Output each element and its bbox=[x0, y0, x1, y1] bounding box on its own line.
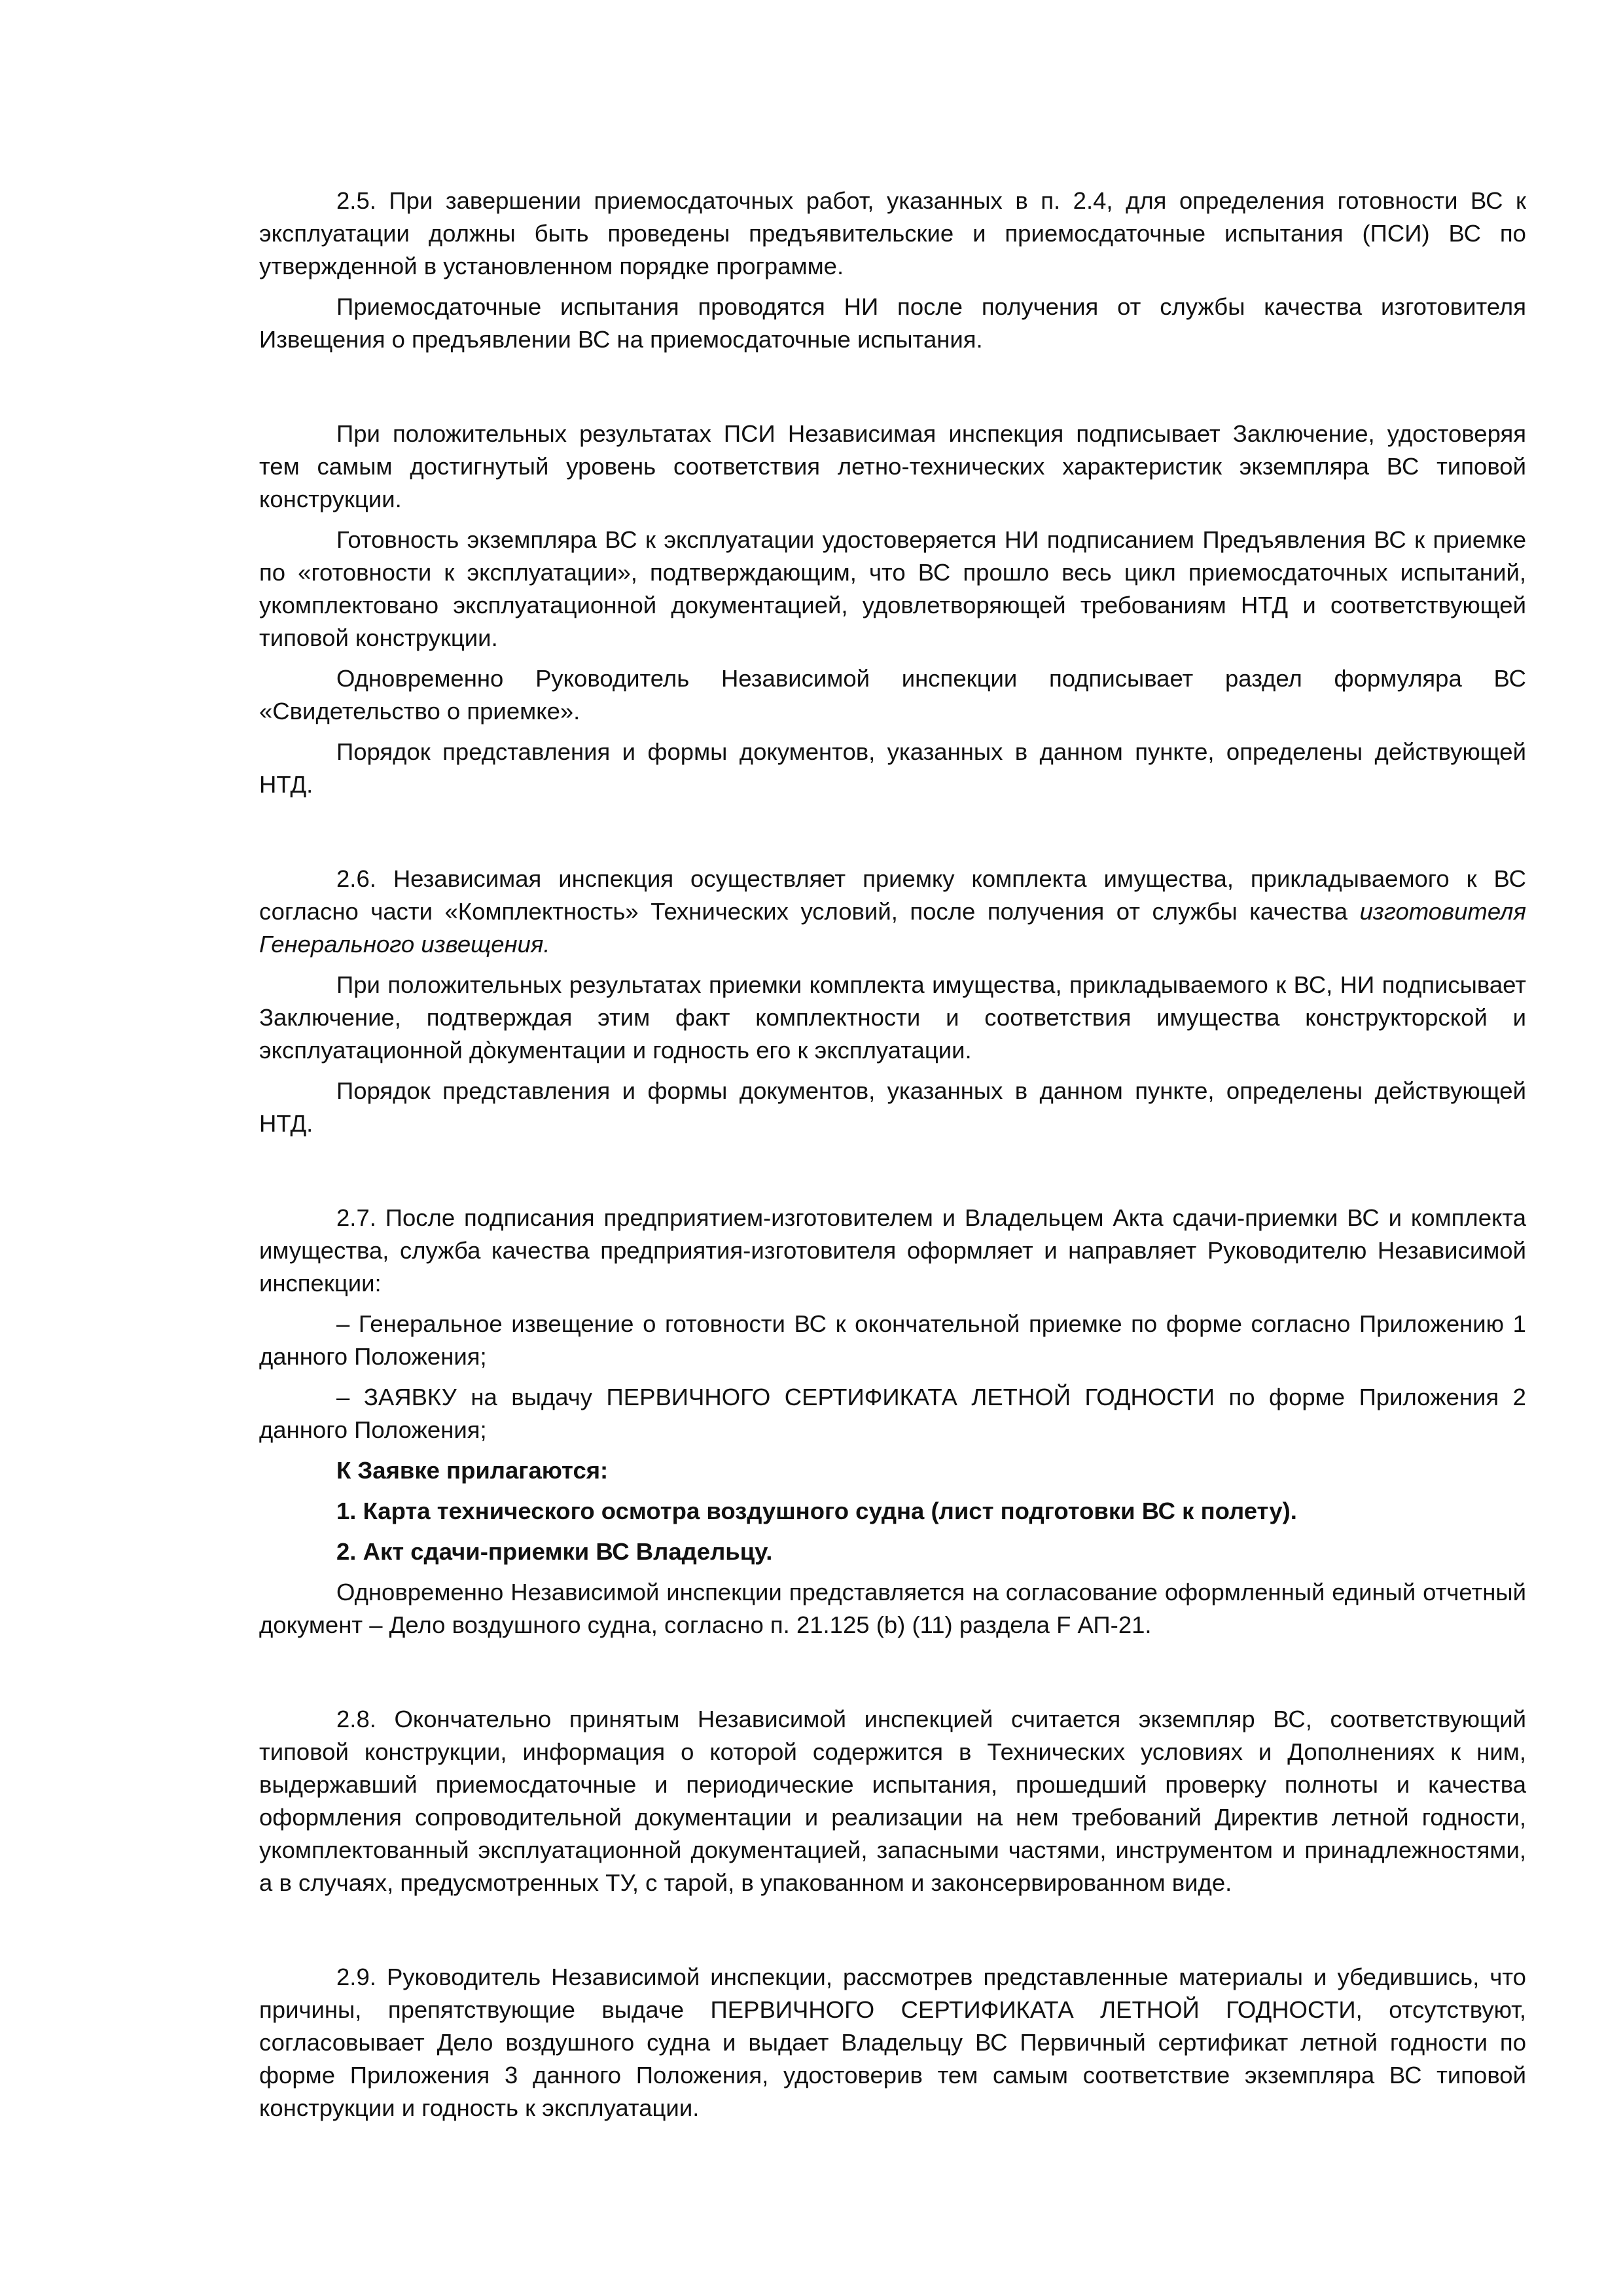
paragraph: 2.9. Руководитель Независимой инспекции, рассмотрев представленные материалы и убедившись, что причины, препятствующие выдаче ПЕРВИЧНОГО СЕРТИФИКАТА ЛЕТНОЙ ГОДНОСТИ, отсутствуют, согласовывает Дело воздушного судна и выдает Владельцу ВС Первичный сертификат летной годности по форме Приложения 3 данного Положения, удостоверив тем самым соответствие экземпляра ВС типовой конструкции и годность к эксплуатации. bbox=[259, 1964, 1526, 2121]
paragraph: 2.5. При завершении приемосдаточных работ, указанных в п. 2.4, для определения готовности ВС к эксплуатации должны быть проведены предъявительские и приемосдаточные испытания (ПСИ) ВС по утвержденной в установленном порядке программе. bbox=[259, 187, 1526, 279]
section-2-6 bbox=[259, 863, 1526, 1140]
section-2-9 bbox=[259, 1961, 1526, 2125]
paragraph: Одновременно Независимой инспекции представляется на согласование оформленный единый отчетный документ – Дело воздушного судна, согласно п. 21.125 (b) (11) раздела F АП-21. bbox=[259, 1579, 1526, 1638]
paragraph-text: 2.6. Независимая инспекция осуществляет приемку комплекта имущества, прикладываемого к ВС согласно части «Комплектность» Технических условий, после получения от службы качества bbox=[259, 865, 1526, 925]
paragraph: Приемосдаточные испытания проводятся НИ после получения от службы качества изготовителя Извещения о предъявлении ВС на приемосдаточные испытания. bbox=[259, 293, 1526, 353]
paragraph: 2.8. Окончательно принятым Независимой инспекцией считается экземпляр ВС, соответствующий типовой конструкции, информация о которой содержится в Технических условиях и Дополнениях к ним, выдержавший приемосдаточные и периодические испытания, прошедший проверку полноты и качества оформления сопроводительной документации и реализации на нем требований Директив летной годности, укомплектованный эксплуатационной документацией, запасными частями, инструментом и принадлежностями, а в случаях, предусмотренных ТУ, с тарой, в упакованном и законсервированном виде. bbox=[259, 1706, 1526, 1896]
section-2-8 bbox=[259, 1703, 1526, 1899]
paragraph: 2.7. После подписания предприятием-изготовителем и Владельцем Акта сдачи-приемки ВС и комплекта имущества, служба качества предприятия-изготовителя оформляет и направляет Руководителю Независимой инспекции: bbox=[259, 1204, 1526, 1297]
bold-list-item: 2. Акт сдачи-приемки ВС Владельцу. bbox=[336, 1538, 773, 1565]
paragraph: При положительных результатах ПСИ Независимая инспекция подписывает Заключение, удостоверяя тем самым достигнутый уровень соответствия летно-технических характеристик экземпляра ВС типовой конструкции. bbox=[259, 420, 1526, 512]
paragraph: Готовность экземпляра ВС к эксплуатации удостоверяется НИ подписанием Предъявления ВС к приемке по «готовности к эксплуатации», подтверждающим, что ВС прошло весь цикл приемосдаточных испытаний, укомплектовано эксплуатационной документацией, удовлетворяющей требованиям НТД и соответствующей типовой конструкции. bbox=[259, 526, 1526, 651]
bold-heading: К Заявке прилагаются: bbox=[336, 1457, 609, 1484]
paragraph: При положительных результатах приемки комплекта имущества, прикладываемого к ВС, НИ подписывает Заключение, подтверждая этим факт комплектности и соответствия имущества конструкторской и эксплуатационной до̀кументации и годность его к эксплуатации. bbox=[259, 971, 1526, 1064]
list-item: – Генеральное извещение о готовности ВС к окончательной приемке по форме согласно Приложению 1 данного Положения; bbox=[259, 1310, 1526, 1370]
section-2-7 bbox=[259, 1202, 1526, 1641]
paragraph: Одновременно Руководитель Независимой инспекции подписывает раздел формуляра ВС «Свидетельство о приемке». bbox=[259, 665, 1526, 725]
section-2-5 bbox=[259, 185, 1526, 356]
paragraph bbox=[259, 863, 1526, 961]
section-2-5-continued bbox=[259, 418, 1526, 801]
list-item: – ЗАЯВКУ на выдачу ПЕРВИЧНОГО СЕРТИФИКАТА ЛЕТНОЙ ГОДНОСТИ по форме Приложения 2 данного Положения; bbox=[259, 1384, 1526, 1443]
document-body bbox=[259, 185, 1526, 2132]
paragraph: Порядок представления и формы документов, указанных в данном пункте, определены действующей НТД. bbox=[259, 738, 1526, 798]
italic-text: изготовителя Генерального извещения. bbox=[259, 898, 1526, 958]
bold-list-item: 1. Карта технического осмотра воздушного судна (лист подготовки ВС к полету). bbox=[336, 1498, 1297, 1524]
paragraph: Порядок представления и формы документов, указанных в данном пункте, определены действующей НТД. bbox=[259, 1077, 1526, 1137]
